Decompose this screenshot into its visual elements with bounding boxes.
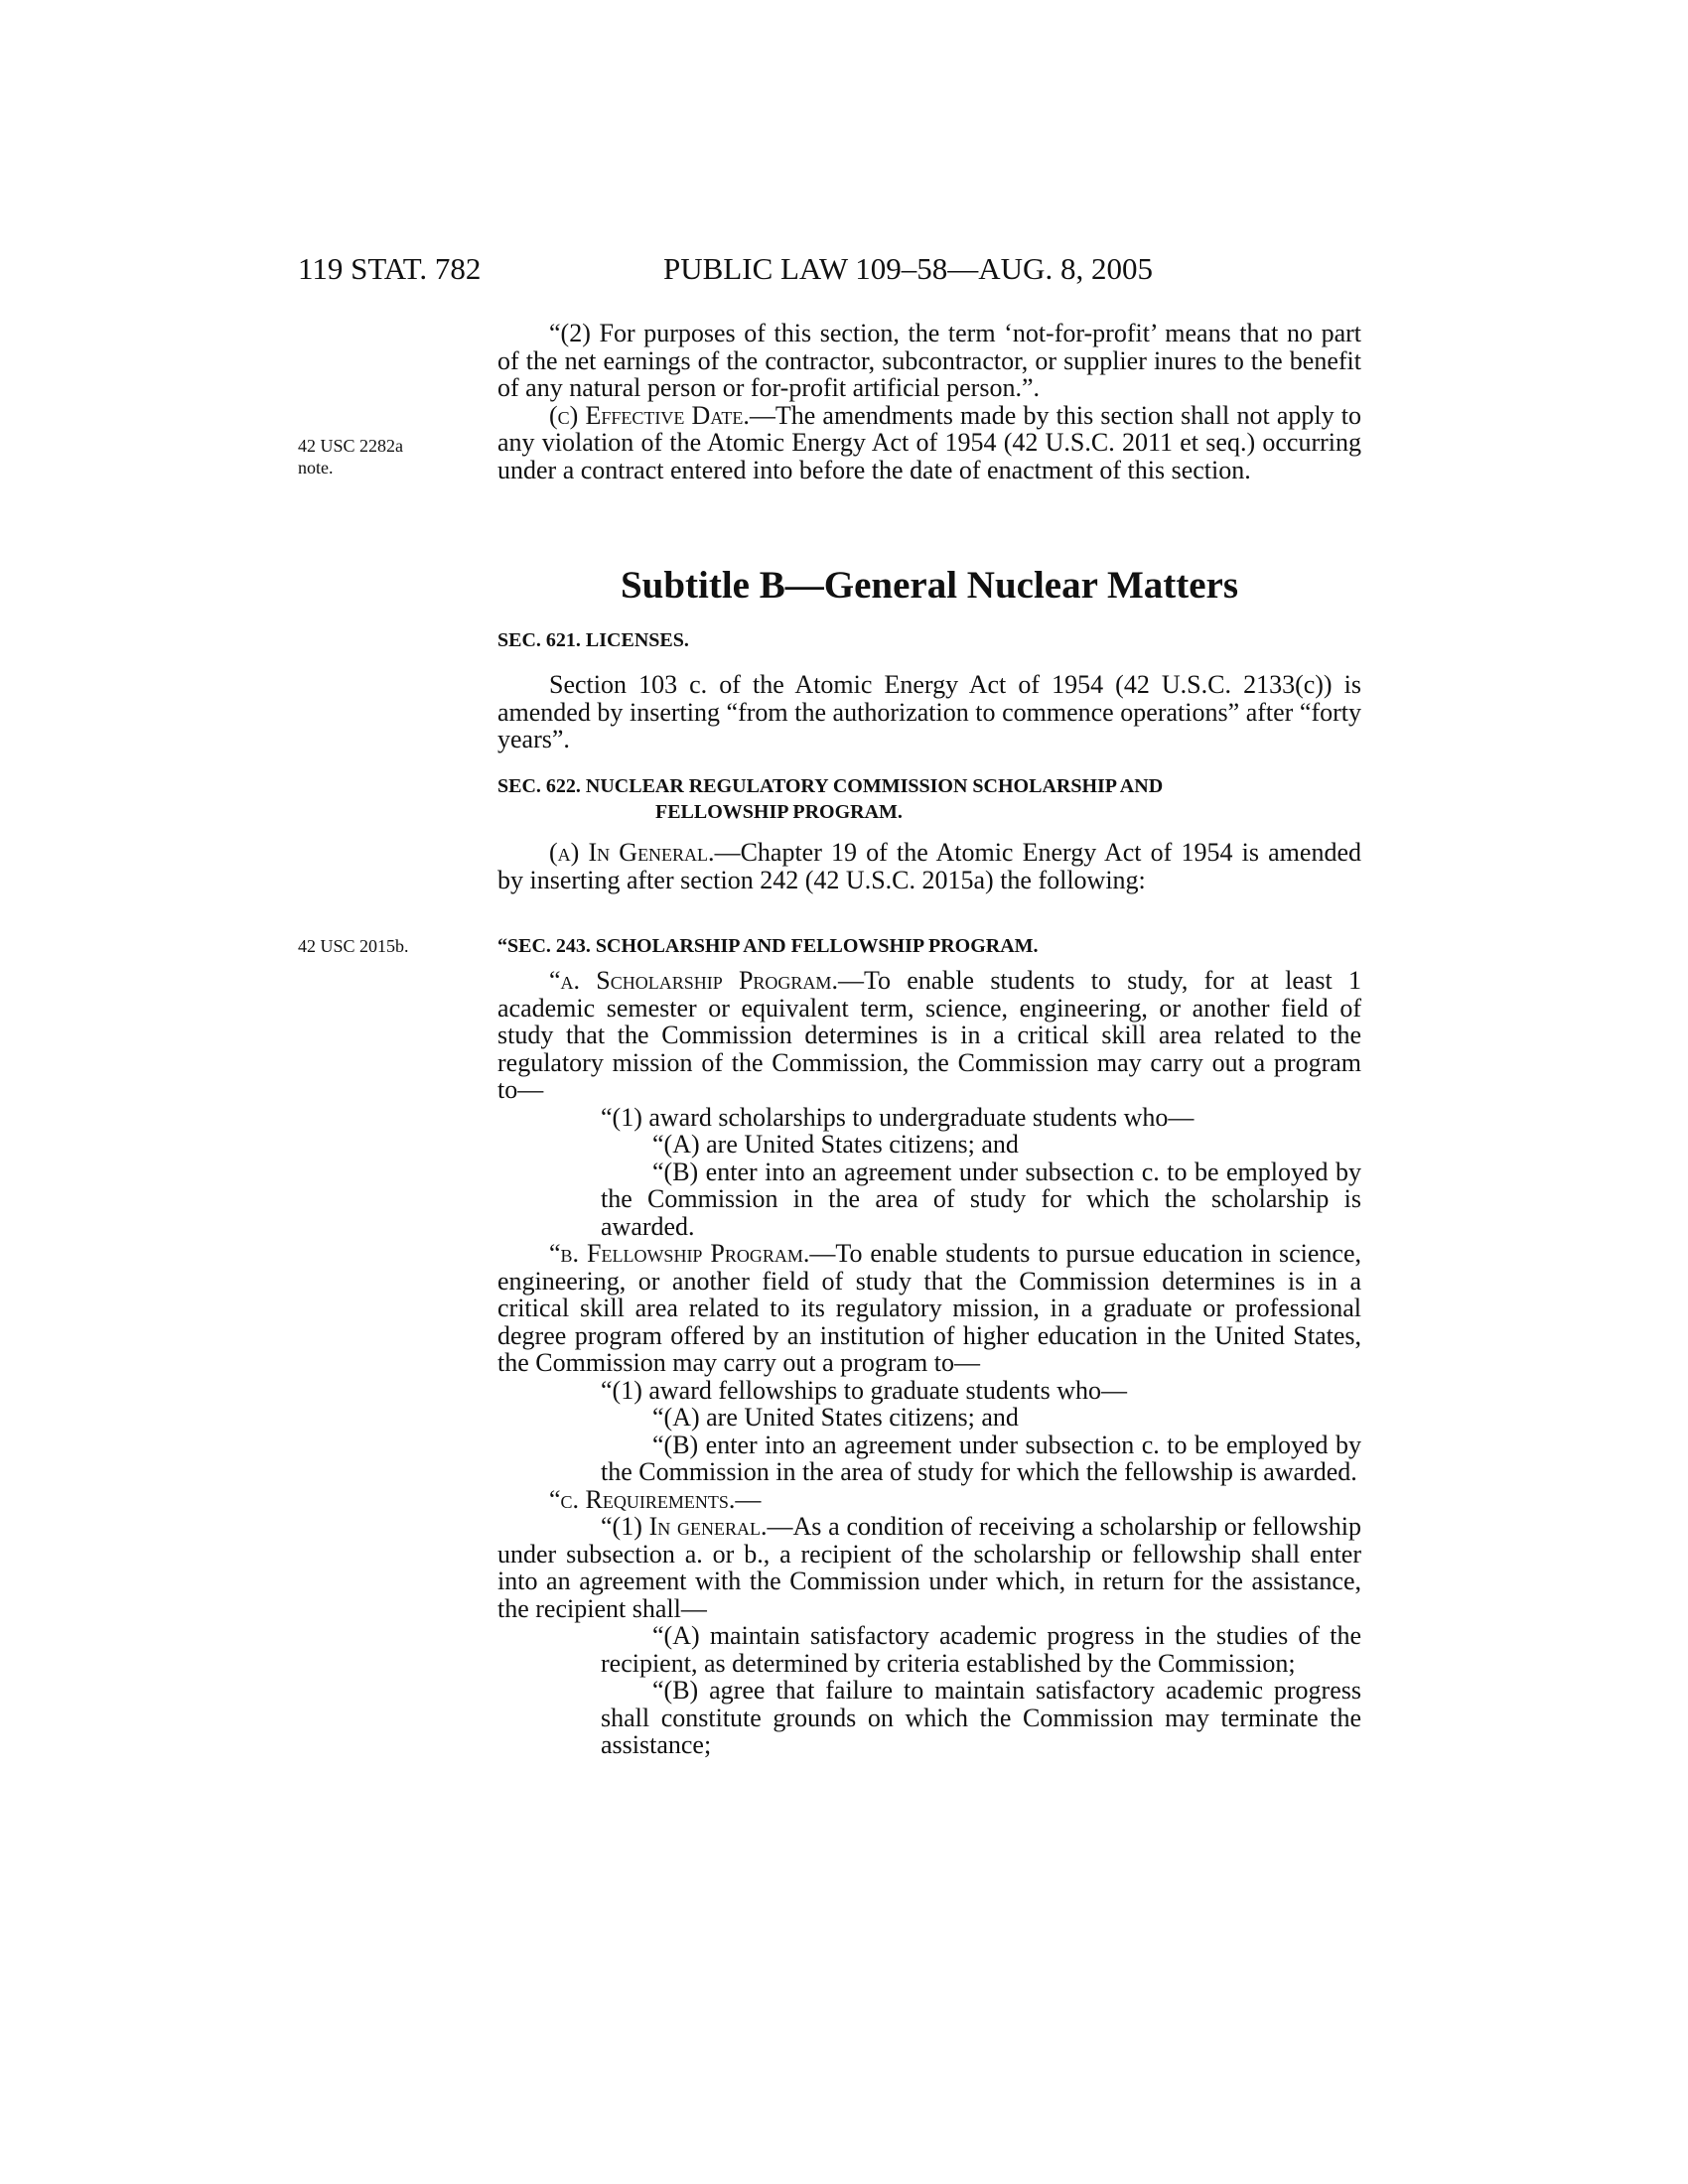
section-heading: SEC. 621. LICENSES.	[497, 629, 689, 651]
section-heading-line: SEC. 622. NUCLEAR REGULATORY COMMISSION SCHOLARSHIP AND	[497, 775, 1164, 797]
margin-note-2282a	[298, 435, 403, 478]
subsection-text: —To enable students to study, for at least 1 academic semester or equivalent term, science, engineering, or another field of study that the Commission determines is in a critical skill area related to the regulatory mission of the Commission, the Commission may carry out a program to—	[497, 966, 1361, 1104]
margin-note-2015b: 42 USC 2015b.	[298, 936, 409, 956]
paragraph-requirements: “c. Requirements.—	[549, 1484, 762, 1514]
paragraph-effective-date	[497, 402, 1361, 484]
section-243	[497, 933, 1361, 1759]
paragraph-subitem: “(A) are United States citizens; and	[652, 1403, 1019, 1432]
item-text: —As a condition of receiving a scholarship or fellowship under subsection a. or b., a recipient of the scholarship or fellowship shall enter into an agreement with the Commission under which, in return for the assistance, the recipient shall—	[497, 1512, 1361, 1623]
subsection-label: “b. Fellowship Program.	[549, 1239, 810, 1268]
paragraph-in-general	[497, 839, 1361, 893]
paragraph-subitem: “(B) enter into an agreement under subsection c. to be employed by the Commission in the area of study for which the fellowship is awarded.	[601, 1430, 1361, 1486]
subsection-label: “a. Scholarship Program.	[549, 966, 838, 995]
paragraph-subitem	[497, 1159, 1361, 1241]
section-heading-line: FELLOWSHIP PROGRAM.	[655, 801, 903, 823]
margin-note-line: note.	[298, 458, 334, 478]
paragraph-item: “(1) award fellowships to graduate students who—	[601, 1375, 1127, 1405]
subsection-text: —The amendments made by this section shall not apply to any violation of the Atomic Energy Act of 1954 (42 U.S.C. 2011 et seq.) occurring under a contract entered into before the date of enactment of this section.	[497, 400, 1361, 484]
paragraph-subitem: “(A) maintain satisfactory academic progress in the studies of the recipient, as determined by criteria established by the Commission;	[601, 1621, 1361, 1678]
paragraph-fellowship-program	[497, 1240, 1361, 1377]
section-622	[497, 773, 1361, 893]
section-heading	[497, 773, 1361, 825]
paragraph: “(2) For purposes of this section, the term ‘not-for-profit’ means that no part of the net earnings of the contractor, subcontractor, or supplier inures to the benefit of any natural person or for-profit artificial person.”.	[497, 319, 1361, 402]
subsection-label: (a) In General.	[549, 838, 715, 867]
section-621	[497, 627, 1361, 753]
paragraph-item: “(1) award scholarships to undergraduate students who—	[601, 1102, 1195, 1132]
section-heading: “SEC. 243. SCHOLARSHIP AND FELLOWSHIP PROGRAM.	[497, 935, 1039, 957]
subsection-text: —Chapter 19 of the Atomic Energy Act of 1954 is amended by inserting after section 242 (42 U.S.C. 2015a) the following:	[497, 838, 1361, 894]
subtitle-heading: Subtitle B—General Nuclear Matters	[620, 564, 1239, 607]
item-label: “(1) In general.	[601, 1512, 768, 1541]
subsection-text: —To enable students to pursue education in science, engineering, or another field of study that the Commission determines is in a critical skill area related to its regulatory mission, in a graduate or professional degree program offered by an institution of higher education in the United States, the Commission may carry out a program to—	[497, 1239, 1362, 1377]
running-header-title: PUBLIC LAW 109–58—AUG. 8, 2005	[663, 251, 1153, 286]
subitem-text: “(B) enter into an agreement under subsection c. to be employed by the Commission in the area of study for which the scholarship is awarded.	[601, 1157, 1361, 1241]
paragraph-subitem: “(A) are United States citizens; and	[652, 1130, 1019, 1159]
margin-note-line: 42 USC 2282a	[298, 436, 404, 456]
paragraph: Section 103 c. of the Atomic Energy Act of 1954 (42 U.S.C. 2133(c)) is amended by inserting “from the authorization to commence operations” after “forty years”.	[497, 670, 1361, 753]
subsection-label: (c) Effective Date.	[549, 400, 750, 430]
paragraph-item-in-general	[497, 1513, 1361, 1622]
paragraph-subitem: “(B) agree that failure to maintain satisfactory academic progress shall constitute grounds on which the Commission may terminate the assistance;	[601, 1676, 1361, 1759]
paragraph-scholarship-program	[497, 967, 1361, 1104]
page-stat-reference: 119 STAT. 782	[298, 251, 482, 286]
section-620-continuation	[497, 320, 1361, 483]
